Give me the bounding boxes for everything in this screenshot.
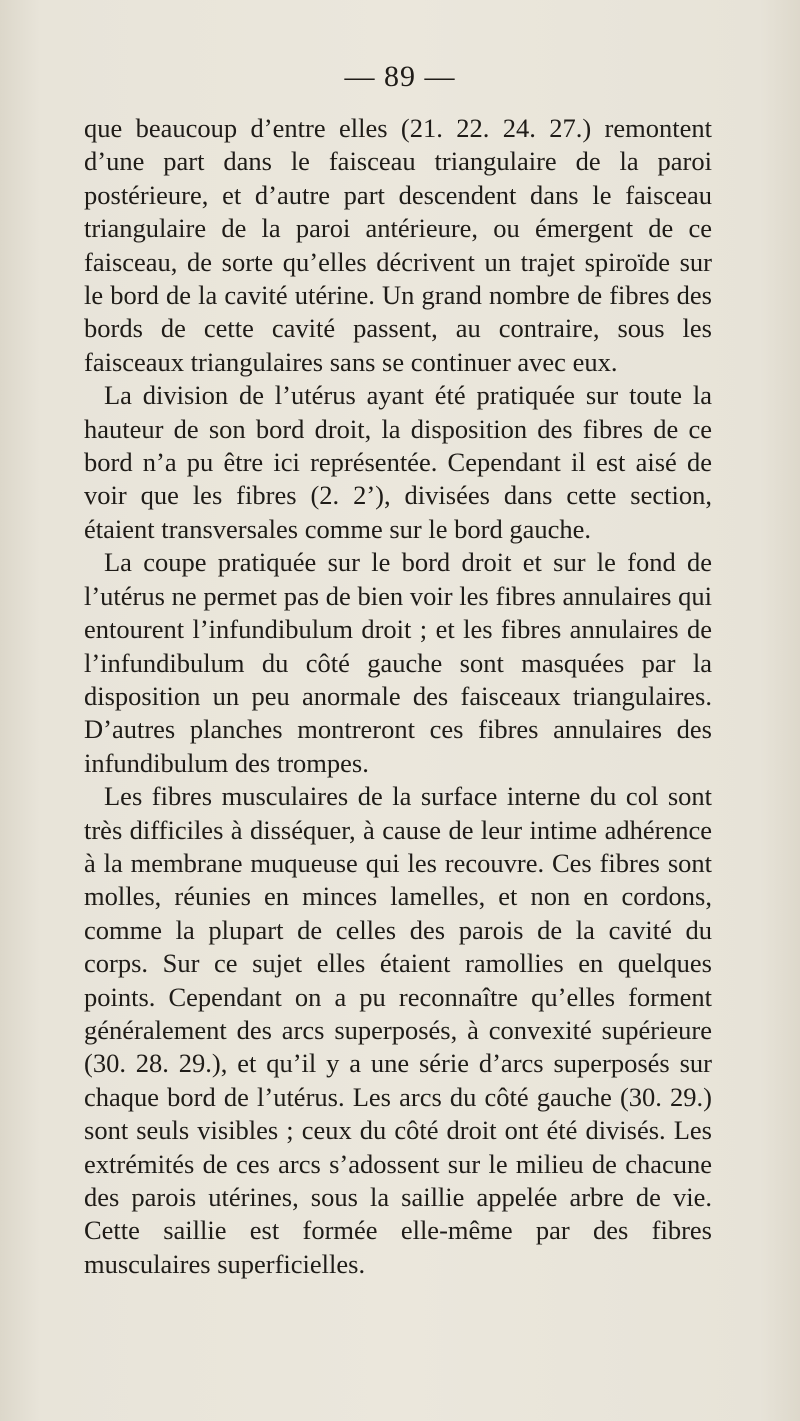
- body-text: [84, 112, 712, 1281]
- paragraph-4: Les fibres musculaires de la surface interne du col sont très difficiles à disséquer, à cause de leur intime adhérence à la membrane muqueuse qui les recouvre. Ces fibres sont molles, réunies en minces lamelles, et non en cordons, comme la plupart de celles des parois de la cavité du corps. Sur ce sujet elles étaient ramollies en quelques points. Cependant on a pu reconnaître qu’elles forment généralement des arcs superposés, à convexité supérieure (30. 28. 29.), et qu’il y a une série d’arcs superposés sur chaque bord de l’utérus. Les arcs du côté gauche (30. 29.) sont seuls visibles ; ceux du côté droit ont été divisés. Les extrémités de ces arcs s’adossent sur le milieu de chacune des parois utérines, sous la saillie appelée arbre de vie. Cette saillie est formée elle-même par des fibres musculaires superficielles.: [84, 781, 712, 1279]
- paragraph-2: La division de l’utérus ayant été pratiquée sur toute la hauteur de son bord droit, la disposition des fibres de ce bord n’a pu être ici représentée. Cependant il est aisé de voir que les fibres (2. 2’), divisées dans cette section, étaient transversales comme sur le bord gauche.: [84, 380, 712, 544]
- paragraph-3: La coupe pratiquée sur le bord droit et sur le fond de l’utérus ne permet pas de bien voir les fibres annulaires qui entourent l’infundibulum droit ; et les fibres annulaires de l’infundibulum du côté gauche sont masquées par la disposition un peu anormale des faisceaux triangulaires. D’autres planches montreront ces fibres annulaires des infundibulum des trompes.: [84, 547, 712, 778]
- page-number: — 89 —: [344, 60, 456, 93]
- paragraph-1: que beaucoup d’entre elles (21. 22. 24. 27.) remontent d’une part dans le faisceau triangulaire de la paroi postérieure, et d’autre part descendent dans le faisceau triangulaire de la paroi antérieure, ou émergent de ce faisceau, de sorte qu’elles décrivent un trajet spiroïde sur le bord de la cavité utérine. Un grand nombre de fibres des bords de cette cavité passent, au contraire, sous les faisceaux triangulaires sans se continuer avec eux.: [84, 113, 712, 377]
